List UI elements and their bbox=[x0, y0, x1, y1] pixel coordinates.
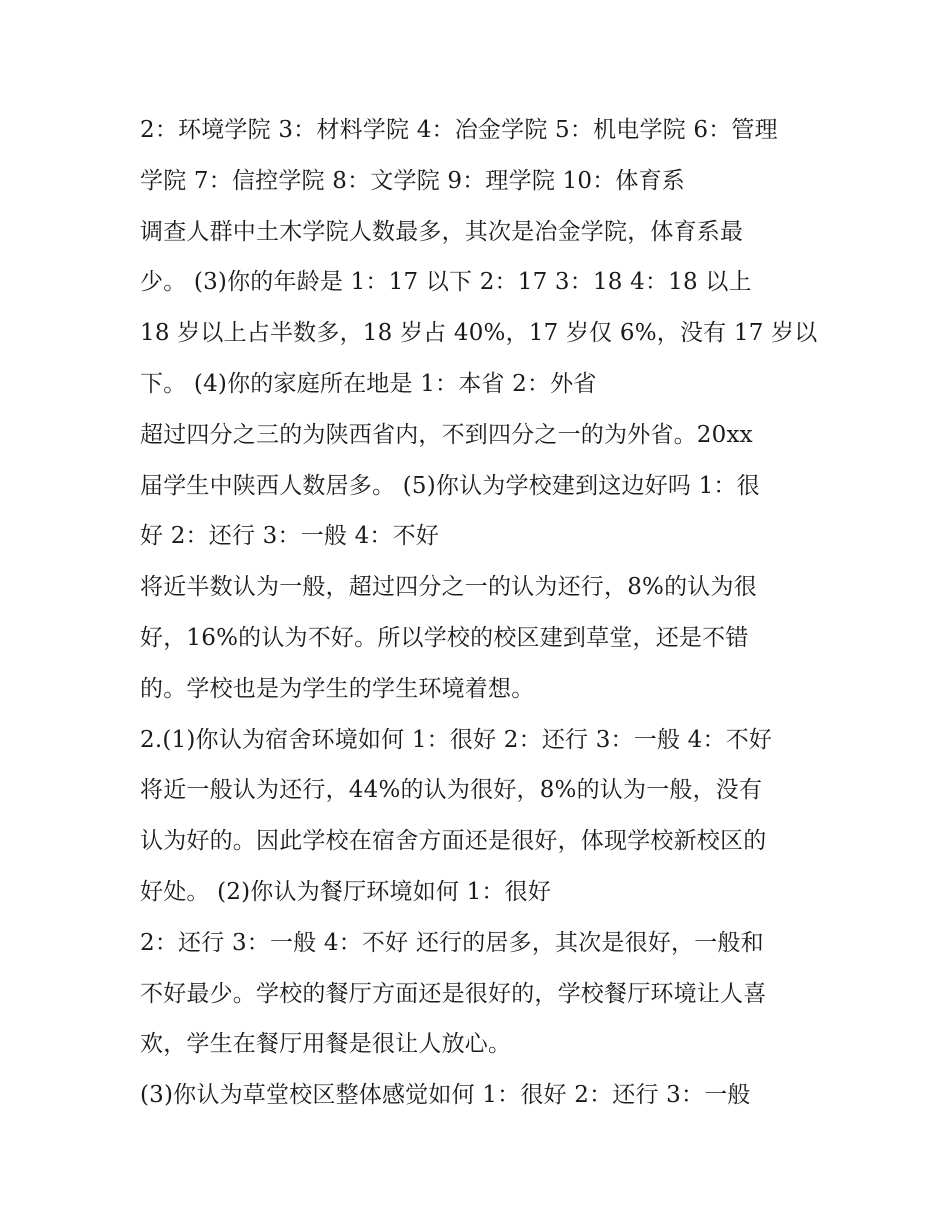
text-line: (3)你认为草堂校区整体感觉如何 1：很好 2：还行 3：一般 bbox=[140, 1082, 751, 1109]
text-line: 好 2：还行 3：一般 4：不好 bbox=[140, 523, 440, 550]
text-line: 下。 (4)你的家庭所在地是 1：本省 2：外省 bbox=[140, 370, 597, 397]
text-line: 将近一般认为还行，44%的认为很好，8%的认为一般，没有 bbox=[140, 777, 763, 804]
text-line: 认为好的。因此学校在宿舍方面还是很好，体现学校新校区的 bbox=[140, 828, 767, 855]
text-line: 少。 (3)你的年龄是 1：17 以下 2：17 3：18 4：18 以上 bbox=[140, 269, 752, 296]
text-line: 届学生中陕西人数居多。 (5)你认为学校建到这边好吗 1：很 bbox=[140, 472, 760, 499]
text-line: 2.(1)你认为宿舍环境如何 1：很好 2：还行 3：一般 4：不好 bbox=[140, 726, 773, 753]
text-line: 18 岁以上占半数多，18 岁占 40%，17 岁仅 6%，没有 17 岁以 bbox=[140, 320, 818, 347]
text-line: 将近半数认为一般，超过四分之一的认为还行，8%的认为很 bbox=[140, 574, 757, 601]
text-line: 调查人群中土木学院人数最多，其次是冶金学院，体育系最 bbox=[140, 218, 744, 245]
text-line: 超过四分之三的为陕西省内，不到四分之一的为外省。20xx bbox=[140, 421, 753, 448]
document-body bbox=[140, 105, 830, 1121]
text-line: 2：还行 3：一般 4：不好 还行的居多，其次是很好，一般和 bbox=[140, 929, 764, 956]
text-line: 2：环境学院 3：材料学院 4：冶金学院 5：机电学院 6：管理 bbox=[140, 117, 778, 143]
text-line: 的。学校也是为学生的学生环境着想。 bbox=[140, 675, 535, 702]
text-line: 好处。 (2)你认为餐厅环境如何 1：很好 bbox=[140, 878, 552, 905]
text-line: 学院 7：信控学院 8：文学院 9：理学院 10：体育系 bbox=[140, 167, 686, 194]
text-line: 好，16%的认为不好。所以学校的校区建到草堂，还是不错 bbox=[140, 624, 749, 651]
text-line: 欢，学生在餐厅用餐是很让人放心。 bbox=[140, 1031, 512, 1058]
text-line: 不好最少。学校的餐厅方面还是很好的，学校餐厅环境让人喜 bbox=[140, 980, 767, 1007]
